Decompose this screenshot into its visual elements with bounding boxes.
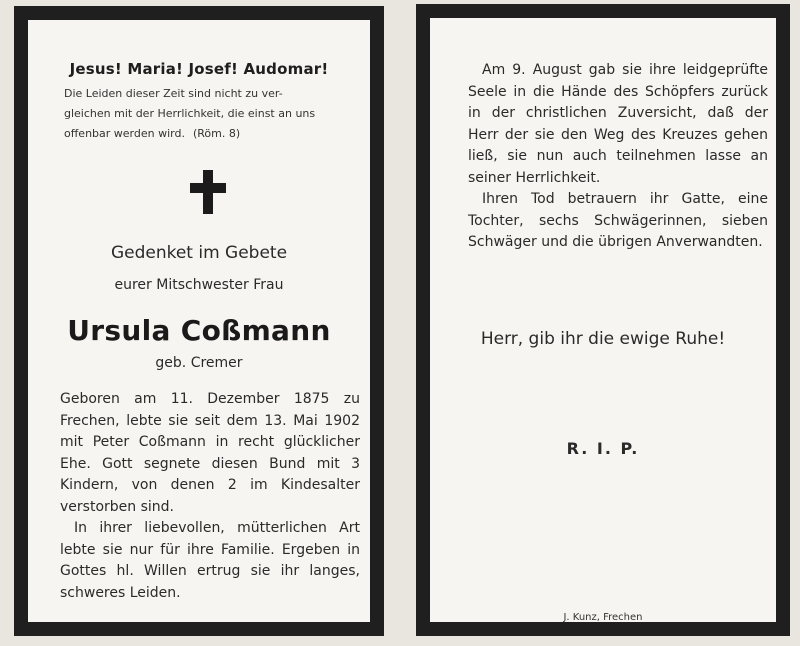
maiden-name: geb. Cremer — [155, 355, 243, 371]
fellow-sister-line: eurer Mitschwester Frau — [114, 277, 284, 293]
memorial-card-right — [416, 4, 790, 636]
scripture-quote — [64, 84, 360, 144]
eternal-rest-prayer: Herr, gib ihr die ewige Ruhe! — [480, 329, 726, 349]
memorial-card-left — [14, 6, 384, 636]
quote-line-3: offenbar werden wird. — [64, 127, 185, 140]
biography — [60, 389, 360, 604]
cross-icon — [190, 170, 226, 214]
biography-paragraph-2: In ihrer liebevollen, mütterlichen Art lebte sie nur für ihre Familie. Ergeben in Gottes hl. Willen ertrug sie ihr langes, schweres Leiden. — [60, 520, 360, 601]
printer-credit: J. Kunz, Frechen — [563, 612, 643, 623]
remember-in-prayer: Gedenket im Gebete — [110, 243, 288, 263]
death-paragraph-2: Ihren Tod betrauern ihr Gatte, eine Tochter, sechs Schwägerinnen, sieben Schwäger und die übrigen Anverwandten. — [468, 191, 768, 250]
biography-paragraph-1: Geboren am 11. Dezember 1875 zu Frechen, lebte sie seit dem 13. Mai 1902 mit Peter Coßmann in recht glücklicher Ehe. Gott segnete diesen Bund mit 3 Kindern, von denen 2 im Kindesalter verstorben sind. — [60, 391, 360, 515]
quote-line-1: Die Leiden dieser Zeit sind nicht zu ver- — [64, 87, 283, 100]
death-paragraph-1: Am 9. August gab sie ihre leidgeprüfte Seele in die Hände des Schöpfers zurück in der christlichen Zuversicht, daß der Herr der sie den Weg des Kreuzes gehen ließ, sie nun auch teilnehmen lasse an seiner Herrlichkeit. — [468, 62, 768, 186]
quote-reference: (Röm. 8) — [192, 127, 241, 140]
quote-line-2: gleichen mit der Herrlichkeit, die einst an uns — [64, 107, 316, 120]
death-notice — [468, 60, 768, 254]
invocation-heading: Jesus! Maria! Josef! Audomar! — [69, 60, 329, 78]
deceased-name: Ursula Coßmann — [67, 314, 331, 347]
rip-text: R. I. P. — [566, 439, 640, 458]
